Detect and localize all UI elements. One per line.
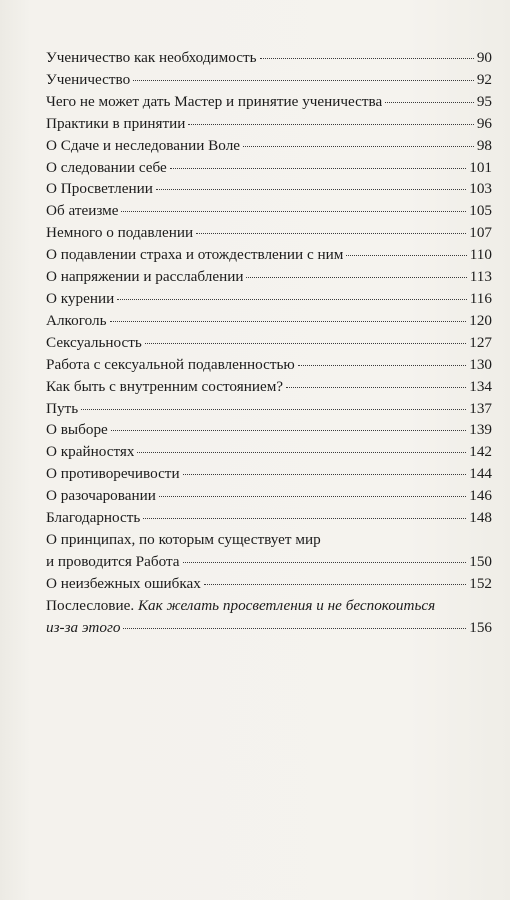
toc-page-number: 127 — [469, 333, 492, 351]
toc-entry — [46, 419, 492, 441]
toc-entry-title: Немного о подавлении — [46, 224, 194, 242]
toc-entry — [46, 507, 492, 529]
toc-entry-title: Благодарность — [46, 509, 141, 527]
toc-page-number: 98 — [476, 136, 492, 154]
toc-page-number: 95 — [476, 92, 492, 110]
toc-entry-title: О разочаровании — [46, 487, 156, 505]
toc-page-number: 90 — [476, 49, 492, 66]
toc-entry-afterword — [46, 595, 492, 639]
toc-entry — [46, 266, 492, 288]
afterword-italic-line1: Как желать просветления и не беспокоиться — [137, 596, 436, 614]
toc-entry — [46, 376, 492, 398]
toc-leader-dots — [298, 364, 466, 366]
toc-page-number: 139 — [469, 421, 492, 439]
toc-page-number: 107 — [469, 224, 492, 242]
toc-entry — [46, 441, 492, 463]
toc-page-number: 137 — [469, 399, 492, 417]
toc-page-number: 150 — [469, 552, 492, 570]
toc-leader-dots — [121, 210, 466, 212]
toc-entry — [46, 47, 492, 69]
toc-page-number: 113 — [469, 268, 492, 286]
toc-leader-dots — [286, 386, 466, 388]
toc-entry-title: Работа с сексуальной подавленностью — [46, 355, 295, 373]
toc-page-number: 130 — [469, 355, 492, 373]
toc-entry — [46, 135, 492, 157]
toc-leader-dots — [260, 57, 474, 59]
toc-leader-dots — [385, 101, 474, 103]
toc-entry-title: О противоречивости — [46, 465, 180, 483]
toc-leader-dots — [81, 408, 466, 410]
toc-leader-dots — [133, 79, 474, 81]
toc-entry-title: О курении — [46, 289, 115, 307]
toc-entry-title: Чего не может дать Мастер и принятие ученичества — [46, 92, 383, 110]
toc-leader-dots — [246, 276, 466, 278]
toc-entry — [46, 485, 492, 507]
toc-leader-dots — [110, 320, 467, 322]
toc-page-number: 103 — [469, 180, 492, 198]
toc-page-number: 134 — [469, 377, 492, 395]
toc-entry-title: Ученичество — [46, 70, 131, 88]
toc-entry-title: Как быть с внутренним состоянием? — [46, 377, 284, 395]
toc-page-number: 101 — [469, 158, 492, 176]
toc-page-number: 110 — [469, 246, 492, 264]
toc-page-number: 146 — [469, 487, 492, 505]
toc-entry-title: О выборе — [46, 421, 108, 439]
toc-leader-dots — [170, 167, 466, 169]
toc-leader-dots — [111, 429, 466, 431]
toc-leader-dots — [188, 123, 473, 125]
toc-entry-title: Практики в принятии — [46, 114, 186, 132]
toc-entry-title: О неизбежных ошибках — [46, 574, 201, 592]
toc-page-number: 152 — [469, 574, 492, 592]
toc-entry-title-line1: О принципах, по которым существует мир — [46, 530, 321, 548]
toc-entry-title: О Просветлении — [46, 180, 153, 198]
toc-leader-dots — [204, 583, 466, 585]
toc-entry-title: Об атеизме — [46, 202, 119, 220]
toc-entry — [46, 222, 492, 244]
toc-entry-afterword-line1 — [46, 595, 492, 617]
toc-entry-title: О крайностях — [46, 443, 135, 461]
toc-entry-title: О следовании себе — [46, 158, 167, 176]
toc-page-number: 96 — [476, 114, 492, 132]
toc-page-number: 148 — [469, 509, 492, 527]
toc-leader-dots — [346, 254, 466, 256]
afterword-italic-line2: из-за этого — [46, 618, 121, 636]
toc-entry — [46, 463, 492, 485]
toc-leader-dots — [143, 517, 466, 519]
toc-page-number: 120 — [469, 311, 492, 329]
toc-entry-title: Алкоголь — [46, 311, 107, 329]
toc-entry-title: Сексуальность — [46, 333, 142, 351]
toc-entry-title: О подавлении страха и отождествлении с ним — [46, 246, 344, 264]
toc-leader-dots — [156, 188, 466, 190]
table-of-contents — [46, 47, 492, 638]
toc-entry-principles — [46, 529, 492, 573]
toc-entry — [46, 69, 492, 91]
toc-entry-title: О Сдаче и неследовании Воле — [46, 136, 241, 154]
toc-entry-title: Ученичество как необходимость — [46, 49, 257, 66]
toc-entry — [46, 354, 492, 376]
toc-entry-title: Путь — [46, 399, 79, 417]
toc-entry — [46, 157, 492, 179]
toc-entry — [46, 113, 492, 135]
toc-entry-title-line2: и проводится Работа — [46, 552, 180, 570]
toc-page-number: 92 — [476, 70, 492, 88]
toc-leader-dots — [137, 451, 466, 453]
toc-leader-dots — [159, 495, 466, 497]
toc-leader-dots — [117, 298, 467, 300]
toc-entries — [46, 47, 492, 529]
toc-entry — [46, 244, 492, 266]
toc-page-number: 105 — [469, 202, 492, 220]
afterword-prefix: Послесловие. — [46, 596, 135, 614]
toc-entry — [46, 91, 492, 113]
toc-entry-mistakes — [46, 573, 492, 595]
toc-leader-dots — [183, 473, 467, 475]
toc-leader-dots — [183, 561, 467, 563]
toc-page-number: 144 — [469, 465, 492, 483]
toc-entry — [46, 200, 492, 222]
toc-entry — [46, 288, 492, 310]
toc-leader-dots — [196, 232, 466, 234]
toc-entry — [46, 332, 492, 354]
toc-page-number: 156 — [469, 618, 492, 636]
toc-leader-dots — [123, 627, 466, 629]
toc-leader-dots — [243, 145, 474, 147]
toc-page-number: 142 — [469, 443, 492, 461]
toc-entry — [46, 178, 492, 200]
toc-leader-dots — [145, 342, 466, 344]
toc-page-number: 116 — [469, 289, 492, 307]
toc-entry-title: О напряжении и расслаблении — [46, 268, 244, 286]
toc-entry — [46, 310, 492, 332]
toc-entry — [46, 398, 492, 420]
